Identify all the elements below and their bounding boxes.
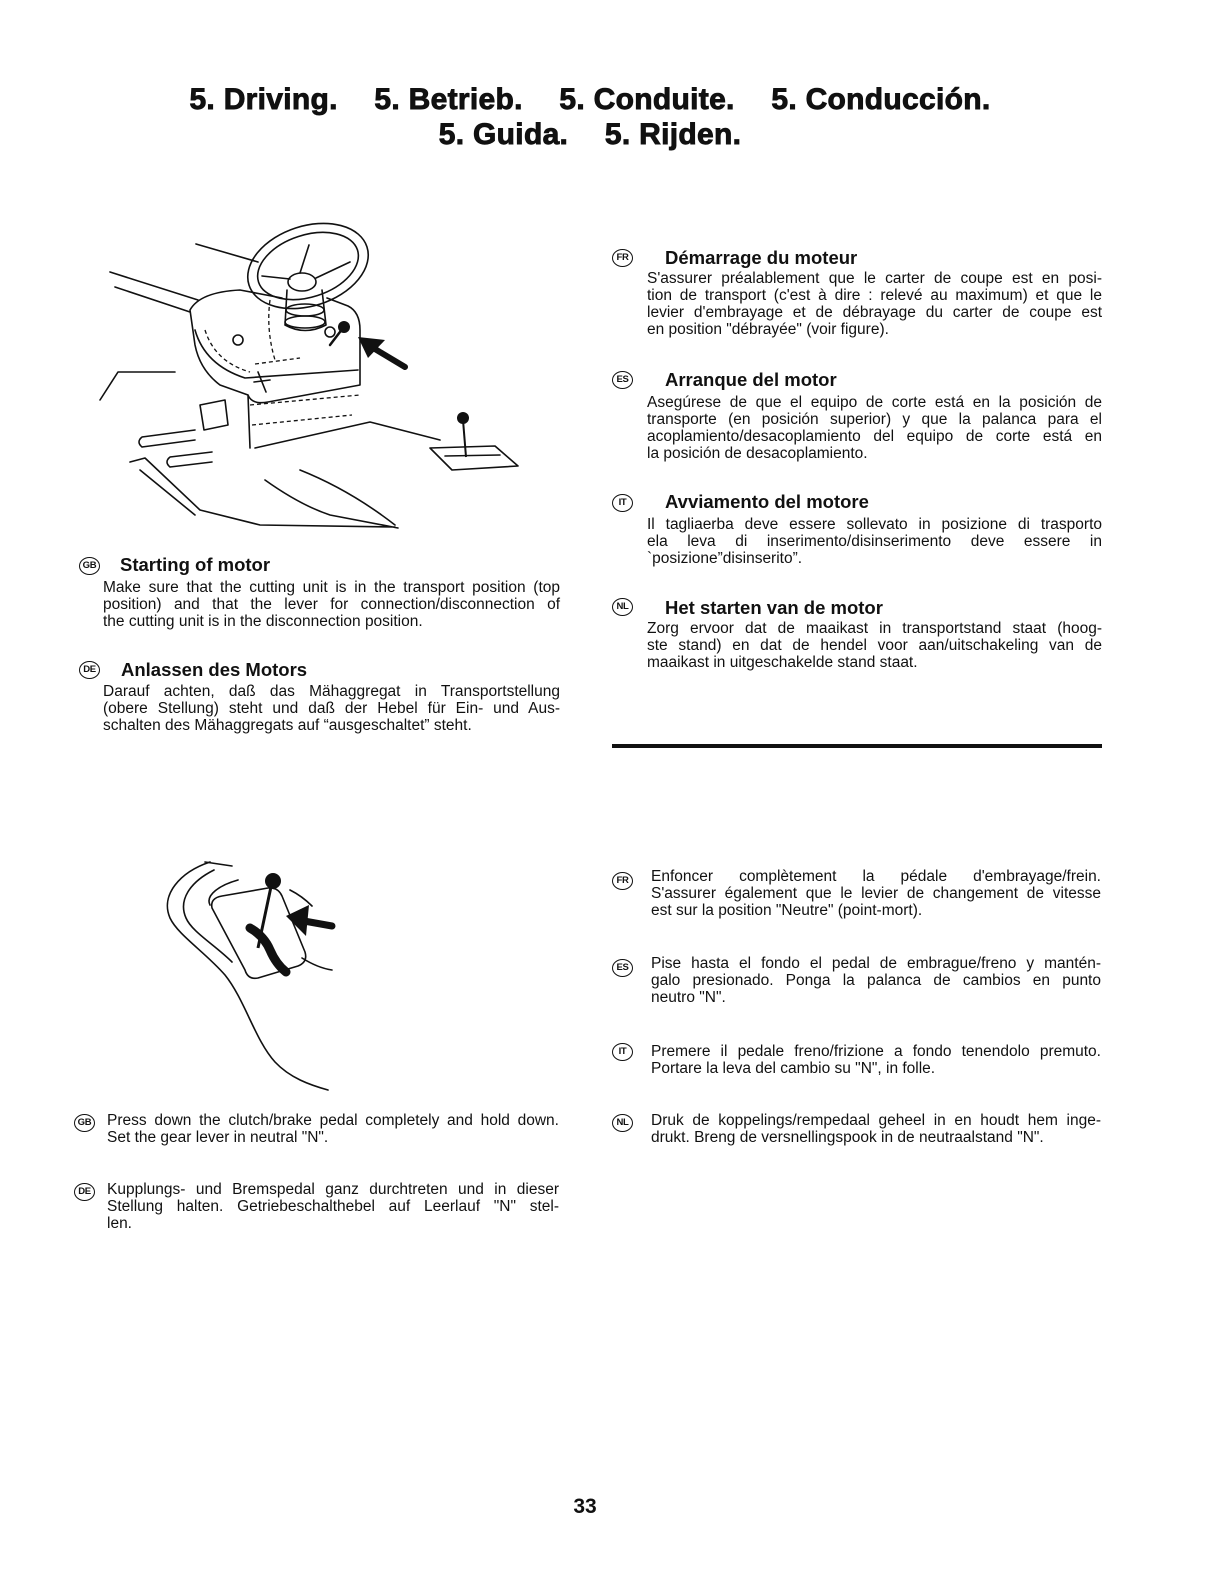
text-line: acoplamiento/desacoplamiento del equipo de corte está en xyxy=(647,428,1102,445)
fender-top-line xyxy=(205,862,238,905)
indicator-arrow-shaft xyxy=(304,921,332,926)
dashboard-illustration xyxy=(95,215,525,535)
text-line: drukt. Breng de versnellingspook in de neutraalstand "N". xyxy=(651,1129,1044,1146)
side-ledge-line xyxy=(100,372,175,400)
heading-demarrage-du-moteur: Démarrage du moteur xyxy=(665,247,858,268)
page-number: 33 xyxy=(573,1495,597,1518)
language-badge-it: IT xyxy=(612,494,633,512)
text-line: Stellung halten. Getriebeschalthebel auf Leerlauf "N" stel- xyxy=(107,1198,559,1215)
paragraph-fr-start xyxy=(647,270,1102,338)
side-panel xyxy=(200,400,228,430)
text-line: Premere il pedale freno/frizione a fondo tenendolo premuto. xyxy=(651,1043,1101,1060)
title-conduccion: 5. Conducción. xyxy=(771,83,991,116)
paragraph-gb-neutral xyxy=(107,1112,559,1146)
text-line: levier d'embrayage et de débrayage du carter de coupe est xyxy=(647,304,1102,321)
height-lever-knob xyxy=(457,412,469,424)
paragraph-de-neutral xyxy=(107,1181,559,1232)
heading-starting-of-motor: Starting of motor xyxy=(120,554,271,575)
text-line: Darauf achten, daß das Mähaggregat in Transportstellung xyxy=(103,683,560,700)
text-line: Press down the clutch/brake pedal completely and hold down. xyxy=(107,1112,559,1129)
paragraph-es-neutral xyxy=(651,955,1101,1006)
text-line: position) and that the lever for connection/disconnection of xyxy=(103,596,560,613)
language-badge-gb: GB xyxy=(79,557,100,575)
text-line: en position "débrayée" (voir figure). xyxy=(647,321,889,338)
title-betrieb: 5. Betrieb. xyxy=(374,83,523,116)
heading-het-starten-van-de-motor: Het starten van de motor xyxy=(665,597,883,618)
heading-arranque-del-motor: Arranque del motor xyxy=(665,369,837,390)
text-line: Make sure that the cutting unit is in the transport position (top xyxy=(103,579,560,596)
text-line: `posizione”disinserito”. xyxy=(647,550,803,567)
hood-lines xyxy=(110,244,258,312)
section-divider xyxy=(612,744,1102,748)
paragraph-it-start xyxy=(647,516,1102,567)
heading-anlassen-des-motors: Anlassen des Motors xyxy=(121,659,308,680)
indicator-arrow-shaft xyxy=(375,349,405,367)
console-gauge xyxy=(233,335,243,345)
text-line: Zorg ervoor dat de maaikast in transportstand staat (hoog- xyxy=(647,620,1102,637)
text-line: ste stand) en dat de hendel voor aan/uitschakeling van de xyxy=(647,637,1102,654)
text-line: Il tagliaerba deve essere sollevato in posizione di trasporto xyxy=(647,516,1102,533)
text-line: ela leva di inserimento/disinserimento deve essere in xyxy=(647,533,1102,550)
steering-column xyxy=(285,290,326,331)
left-control-handle xyxy=(139,430,212,467)
text-line: tion de transport (c'est à dire : relevé au maximum) et que le xyxy=(647,287,1102,304)
paragraph-nl-neutral xyxy=(651,1112,1101,1146)
paragraph-nl-start xyxy=(647,620,1102,671)
language-badge-it: IT xyxy=(612,1043,633,1061)
console-outline xyxy=(190,290,360,448)
height-lever-plate xyxy=(430,446,518,470)
language-badge-fr: FR xyxy=(612,249,633,267)
text-line: schalten des Mähaggregats auf “ausgeschaltet” steht. xyxy=(103,717,472,734)
steering-wheel-inner-rim xyxy=(249,220,367,311)
console-dashed-lines xyxy=(205,300,360,425)
secondary-knob xyxy=(325,327,335,337)
text-line: Asegúrese de que el equipo de corte está en la posición de xyxy=(647,394,1102,411)
text-line: galo presionado. Ponga la palanca de cambios en punto xyxy=(651,972,1101,989)
text-line: len. xyxy=(107,1215,132,1232)
language-badge-es: ES xyxy=(612,959,633,977)
paragraph-fr-neutral xyxy=(651,868,1101,919)
text-line: Pise hasta el fondo el pedal de embrague/freno y mantén- xyxy=(651,955,1101,972)
chassis-frame xyxy=(130,422,440,528)
steering-wheel-hub xyxy=(288,273,316,291)
paragraph-it-neutral xyxy=(651,1043,1101,1077)
steering-column-ring-lower xyxy=(285,316,325,328)
title-conduite: 5. Conduite. xyxy=(559,83,735,116)
cutting-unit-lever-knob xyxy=(338,321,350,333)
page-title-line-2 xyxy=(0,117,1180,153)
text-line: est sur la position "Neutre" (point-mort). xyxy=(651,902,923,919)
text-line: S'assurer également que le levier de changement de vitesse xyxy=(651,885,1101,902)
indicator-arrow-head xyxy=(286,905,309,936)
text-line: Kupplungs- und Bremspedal ganz durchtreten und in dieser xyxy=(107,1181,559,1198)
fender-inner-curve xyxy=(184,870,232,962)
text-line: Enfoncer complètement la pédale d'embrayage/frein. xyxy=(651,868,1101,885)
text-line: neutro "N". xyxy=(651,989,726,1006)
gear-lever-knob xyxy=(265,873,281,889)
height-lever xyxy=(463,420,466,457)
text-line: maaikast in uitgeschakelde stand staat. xyxy=(647,654,918,671)
gear-slot xyxy=(250,928,286,972)
text-line: S'assurer préalablement que le carter de coupe est en posi- xyxy=(647,270,1102,287)
steering-column-ring-upper xyxy=(286,304,324,316)
gear-lever-illustration xyxy=(155,855,340,1095)
language-badge-nl: NL xyxy=(612,598,633,616)
paragraph-gb-start xyxy=(103,579,560,630)
language-badge-fr: FR xyxy=(612,872,633,890)
page-title-line-1 xyxy=(0,82,1180,118)
heading-avviamento-del-motore: Avviamento del motore xyxy=(665,491,869,512)
paragraph-es-start xyxy=(647,394,1102,462)
title-rijden: 5. Rijden. xyxy=(604,118,742,151)
language-badge-gb: GB xyxy=(74,1114,95,1132)
text-line: transporte (en posición superior) y que la palanca para el xyxy=(647,411,1102,428)
language-badge-nl: NL xyxy=(612,1114,633,1132)
language-badge-de: DE xyxy=(79,661,100,679)
text-line: Set the gear lever in neutral "N". xyxy=(107,1129,329,1146)
language-badge-de: DE xyxy=(74,1183,95,1201)
text-line: Portare la leva del cambio su "N", in folle. xyxy=(651,1060,936,1077)
text-line: the cutting unit is in the disconnection position. xyxy=(103,613,423,630)
console-symbol xyxy=(254,372,270,392)
text-line: Druk de koppelings/rempedaal geheel in en houdt hem inge- xyxy=(651,1112,1101,1129)
title-driving: 5. Driving. xyxy=(189,83,338,116)
language-badge-es: ES xyxy=(612,371,633,389)
text-line: la posición de desacoplamiento. xyxy=(647,445,868,462)
text-line: (obere Stellung) steht und daß der Hebel für Ein- und Aus- xyxy=(103,700,560,717)
paragraph-de-start xyxy=(103,683,560,734)
title-guida: 5. Guida. xyxy=(438,118,569,151)
